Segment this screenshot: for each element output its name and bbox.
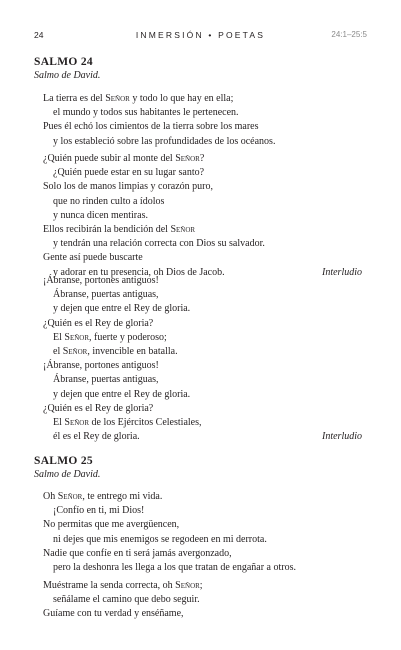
psalm-24-stanza-2 (43, 152, 362, 280)
verse-text: y los estableció sobre las profundidades de los océanos. (53, 135, 276, 147)
verse-line (43, 402, 355, 416)
verse-text: y dejen que entre el Rey de gloria. (53, 303, 191, 315)
psalm-25-stanza-2 (43, 579, 355, 622)
verse-line (43, 135, 355, 149)
psalm-24-stanza-3 (43, 274, 362, 444)
verse-line (43, 152, 355, 166)
verse-text: Ábranse, puertas antiguas, (53, 374, 159, 386)
verse-line (43, 518, 355, 532)
verse-line (43, 345, 355, 359)
verse-line (43, 504, 355, 518)
verse-text: ¡Ábranse, portones antiguos! (43, 360, 159, 372)
verse-line (43, 416, 355, 430)
verse-line (43, 430, 362, 444)
verse-text: El Señor de los Ejércitos Celestiales, (53, 416, 202, 428)
psalm-25-subtitle: Salmo de David. (34, 469, 101, 480)
verse-reference: 24:1–25:5 (331, 30, 367, 39)
running-header (34, 30, 367, 44)
verse-text: La tierra es del Señor y todo lo que hay en ella; (43, 93, 234, 104)
verse-line (43, 237, 355, 251)
verse-line (43, 92, 355, 106)
verse-text: ¿Quién puede estar en su lugar santo? (53, 167, 205, 179)
verse-line (43, 288, 355, 302)
verse-line (43, 561, 355, 575)
verse-text: Guíame con tu verdad y enséñame, (43, 608, 184, 620)
psalm-24-subtitle: Salmo de David. (34, 70, 101, 81)
verse-text: ¡Ábranse, portones antiguos! (43, 275, 159, 286)
verse-text: el mundo y todos sus habitantes le pertenecen. (53, 107, 239, 119)
verse-line (43, 106, 355, 120)
verse-text: ni dejes que mis enemigos se regodeen en mi derrota. (53, 533, 267, 545)
verse-line (43, 209, 355, 223)
verse-line (43, 373, 355, 387)
verse-text: No permitas que me avergüencen, (43, 519, 180, 531)
verse-line (43, 593, 355, 607)
verse-text: y adorar en tu presencia, oh Dios de Jacob. (53, 266, 225, 278)
verse-text: ¿Quién es el Rey de gloria? (43, 317, 154, 329)
verse-text: Pues él echó los cimientos de la tierra sobre los mares (43, 121, 259, 133)
verse-line (43, 317, 355, 331)
verse-line (43, 180, 355, 194)
verse-line (43, 533, 355, 547)
verse-text: Ábranse, puertas antiguas, (53, 289, 159, 301)
verse-line (43, 490, 355, 504)
verse-line (43, 251, 355, 265)
verse-text: que no rinden culto a ídolos (53, 195, 165, 207)
verse-text: y nunca dicen mentiras. (53, 209, 148, 221)
verse-text: Ellos recibirán la bendición del Señor (43, 223, 196, 235)
verse-text: ¿Quién puede subir al monte del Señor? (43, 153, 205, 164)
verse-text: Oh Señor, te entrego mi vida. (43, 491, 163, 502)
verse-line (43, 120, 355, 134)
psalm-24-stanza-1 (43, 92, 355, 149)
verse-line (43, 388, 355, 402)
psalm-25-stanza-1 (43, 490, 355, 575)
verse-line (43, 359, 355, 373)
verse-text: ¡Confío en ti, mi Dios! (53, 505, 145, 517)
verse-text: él es el Rey de gloria. (53, 431, 140, 443)
verse-line (43, 607, 355, 621)
verse-line (43, 547, 355, 561)
verse-line (43, 579, 355, 593)
verse-text: Solo los de manos limpias y corazón puro, (43, 181, 213, 193)
verse-text: El Señor, fuerte y poderoso; (53, 331, 167, 343)
verse-text: y dejen que entre el Rey de gloria. (53, 388, 191, 400)
interlude-note: Interludio (322, 431, 362, 443)
page-number: 24 (34, 30, 44, 40)
verse-text: el Señor, invencible en batalla. (53, 345, 178, 357)
verse-line (43, 223, 355, 237)
verse-line (43, 166, 355, 180)
verse-text: señálame el camino que debo seguir. (53, 594, 200, 606)
verse-line (43, 195, 355, 209)
verse-line (43, 302, 355, 316)
verse-text: pero la deshonra les llega a los que tratan de engañar a otros. (53, 561, 296, 573)
psalm-25-title: SALMO 25 (34, 455, 93, 467)
interlude-note: Interludio (322, 266, 362, 278)
verse-text: y tendrán una relación correcta con Dios su salvador. (53, 238, 265, 250)
verse-text: Gente así puede buscarte (43, 252, 143, 264)
verse-line (43, 331, 355, 345)
verse-text: Nadie que confíe en ti será jamás avergonzado, (43, 547, 232, 559)
book-title: INMERSIÓN • POETAS (135, 30, 266, 40)
psalm-24-title: SALMO 24 (34, 56, 93, 68)
verse-text: Muéstrame la senda correcta, oh Señor; (43, 580, 203, 591)
verse-text: ¿Quién es el Rey de gloria? (43, 402, 154, 414)
verse-line (43, 274, 355, 288)
